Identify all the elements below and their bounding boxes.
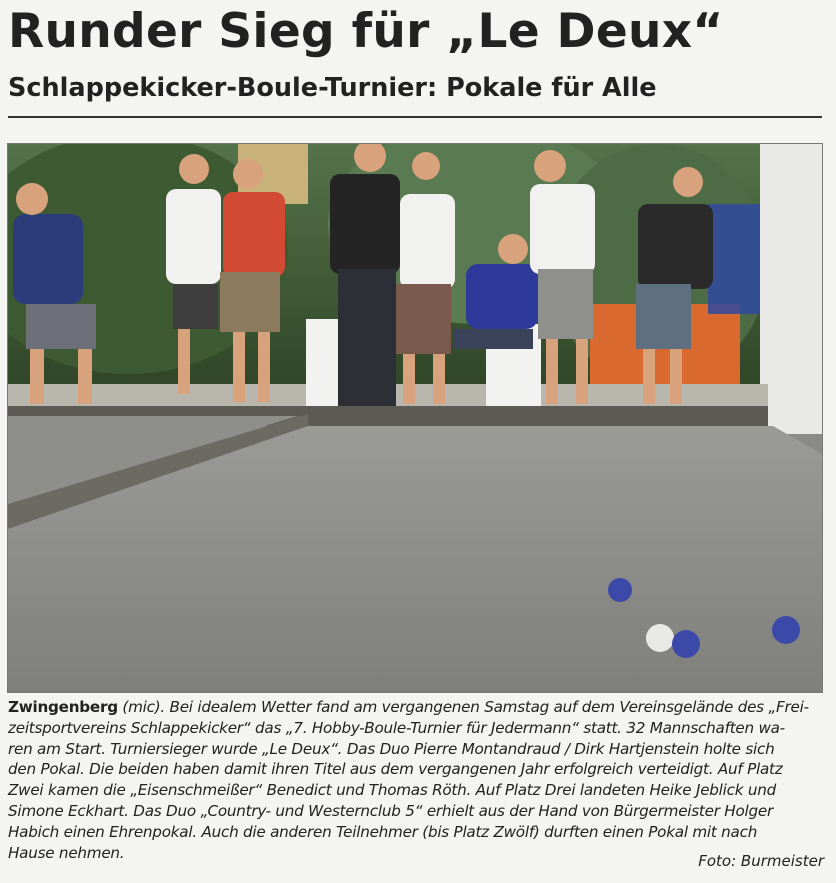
headline-divider — [8, 116, 822, 118]
subheadline: Schlappekicker-Boule-Turnier: Pokale für Alle — [8, 73, 657, 103]
article-photo — [7, 143, 823, 693]
headline: Runder Sieg für „Le Deux“ — [8, 4, 724, 59]
article-line-1 — [8, 697, 824, 718]
photo-credit: Foto: Burmeister — [698, 852, 824, 870]
article-body — [8, 697, 824, 863]
dateline: Zwingenberg — [8, 698, 118, 716]
article-line-4: den Pokal. Die beiden haben damit ihren Titel aus dem vergangenen Jahr erfolgreich verteidigt. Auf Platz — [8, 760, 783, 779]
article-text: (mic). Bei idealem Wetter fand am vergangenen Samstag auf dem Vereinsgelände des „Frei- — [117, 698, 809, 716]
photo-boule-players-icon — [8, 144, 822, 692]
article-line-7: Habich einen Ehrenpokal. Auch die anderen Teilnehmer (bis Platz Zwölf) durften einen Pokal mit nach — [8, 822, 758, 841]
article-line-6: Simone Eckhart. Das Duo „Country- und Westernclub 5“ erhielt aus der Hand von Bürgermeister Holger — [8, 801, 773, 820]
article-line-8: Hause nehmen. — [8, 843, 125, 862]
article-line-3: ren am Start. Turniersieger wurde „Le Deux“. Das Duo Pierre Montandraud / Dirk Hartjenstein holte sich — [8, 739, 775, 758]
article-line-5: Zwei kamen die „Eisenschmeißer“ Benedict und Thomas Röth. Auf Platz Drei landeten Heike Jeblick und — [8, 781, 776, 800]
article-line-2: zeitsportvereins Schlappekicker“ das „7. Hobby-Boule-Turnier für Jedermann“ statt. 32 Mannschaften wa- — [8, 718, 785, 737]
